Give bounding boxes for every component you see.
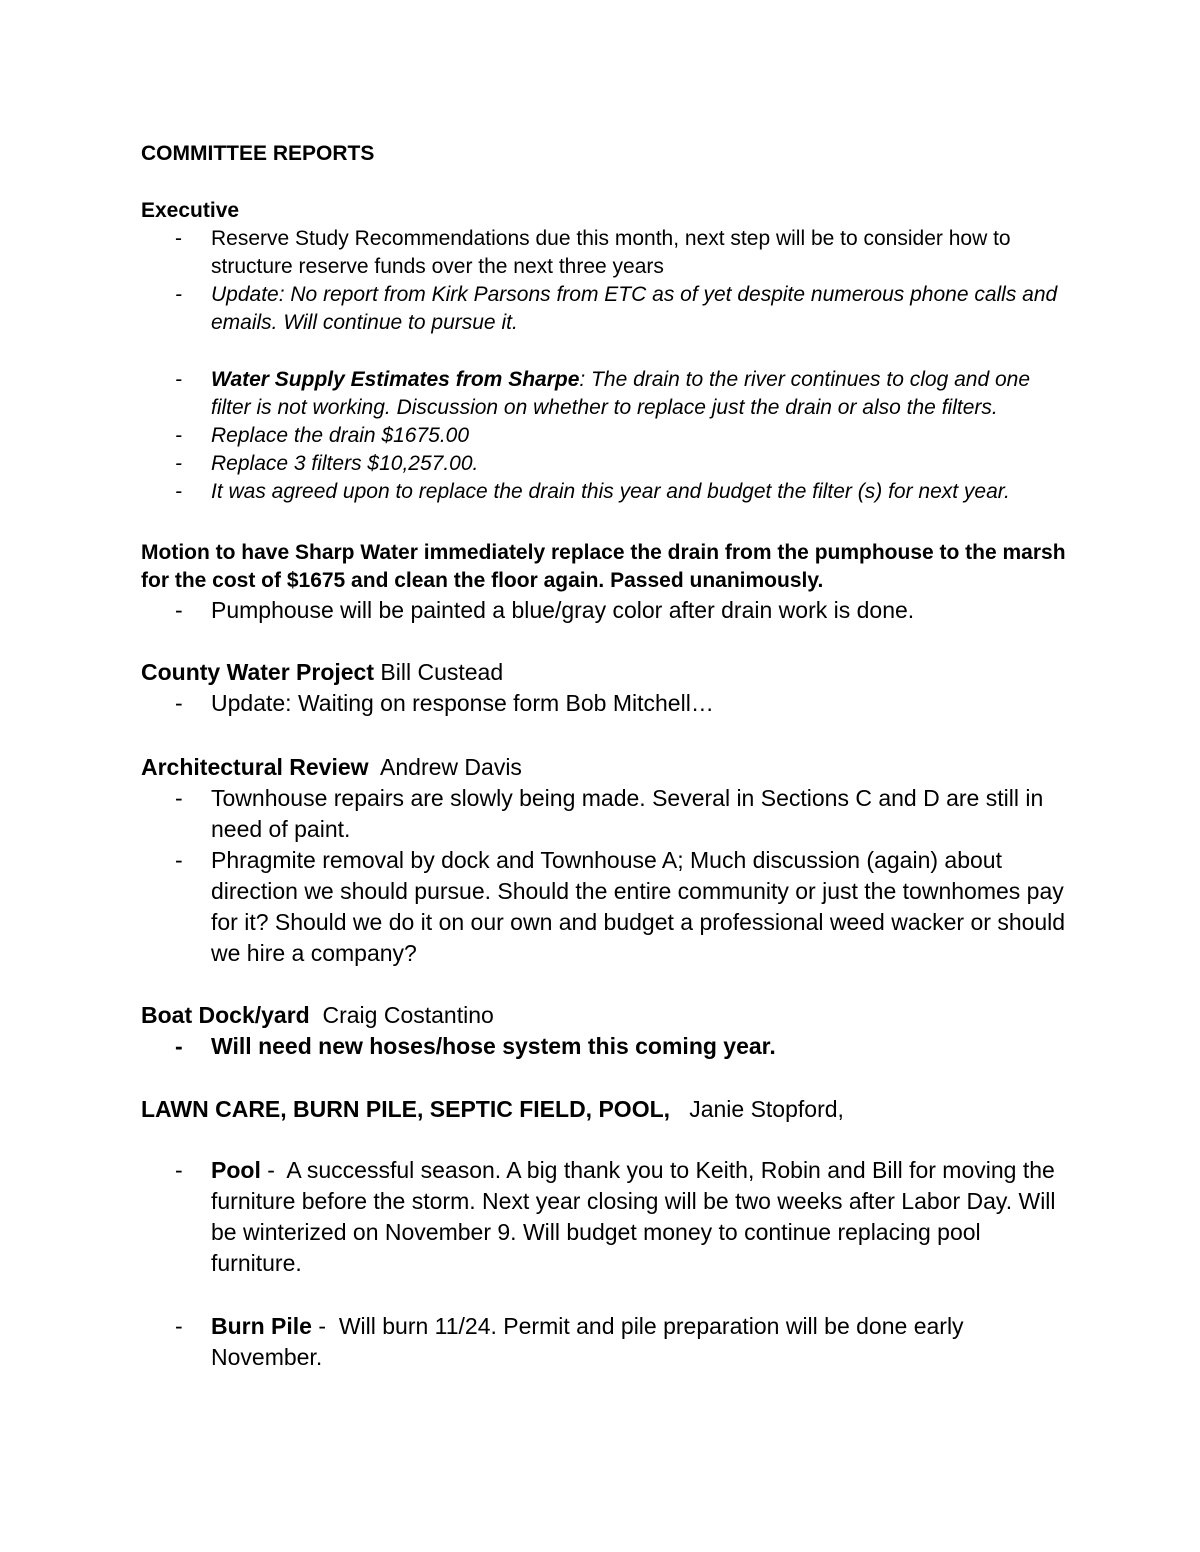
- dash-bullet: -: [175, 452, 182, 475]
- item-text: Update: No report from Kirk Parsons from ETC as of yet despite numerous phone calls and emails. Will continue to pursue it.: [211, 283, 1058, 334]
- list-item: [141, 225, 1071, 281]
- pool-text: A successful season. A big thank you to Keith, Robin and Bill for moving the furniture before the storm. Next year closing will be two weeks after Labor Day. Will be winterized on November 9. Will budget money to continue replacing pool furniture.: [211, 1157, 1056, 1276]
- pool-list: [141, 1155, 1071, 1279]
- list-item: [141, 422, 1071, 450]
- page-title: COMMITTEE REPORTS: [141, 142, 375, 165]
- list-item: [141, 366, 1071, 422]
- list-item: [141, 1311, 1071, 1373]
- pool-label: Pool: [211, 1157, 261, 1183]
- dash-bullet: -: [175, 785, 183, 811]
- item-text: Will need new hoses/hose system this coming year.: [211, 1033, 776, 1059]
- burn-sep: -: [311, 1313, 339, 1339]
- item-text: Reserve Study Recommendations due this month, next step will be to consider how to structure reserve funds over the next three years: [211, 227, 1011, 278]
- burn-section: [141, 1311, 1071, 1373]
- dash-bullet: -: [175, 1157, 183, 1183]
- county-header: [141, 657, 1071, 688]
- dash-bullet: -: [175, 283, 182, 306]
- burn-list: [141, 1311, 1071, 1373]
- lawn-header: [141, 1094, 1071, 1125]
- boat-section: [141, 1000, 1071, 1062]
- architectural-title: Architectural Review: [141, 754, 369, 780]
- list-item: [141, 688, 1071, 719]
- dash-bullet: -: [175, 227, 182, 250]
- water-lead: Water Supply Estimates from Sharpe: [211, 368, 580, 391]
- item-text: Update: Waiting on response form Bob Mitchell…: [211, 690, 714, 716]
- county-title: County Water Project: [141, 659, 375, 685]
- architectural-section: [141, 752, 1071, 969]
- list-item: [141, 595, 1071, 626]
- boat-list: [141, 1031, 1071, 1062]
- item-text: It was agreed upon to replace the drain this year and budget the filter (s) for next year.: [211, 480, 1010, 503]
- burn-label: Burn Pile: [211, 1313, 312, 1339]
- item-text: Replace the drain $1675.00: [211, 424, 470, 447]
- architectural-header: [141, 752, 1071, 783]
- list-item: [141, 1155, 1071, 1279]
- burn-text: Will burn 11/24. Permit and pile preparation will be done early November.: [211, 1313, 964, 1370]
- dash-bullet: -: [175, 1313, 183, 1339]
- dash-bullet: -: [175, 480, 182, 503]
- item-text: Phragmite removal by dock and Townhouse A; Much discussion (again) about direction we should pursue. Should the entire community or just the townhomes pay for it? Should we do it on our own and budget a professional weed wacker or should we hire a company?: [211, 847, 1066, 966]
- dash-bullet: -: [175, 690, 183, 716]
- pool-sep: -: [260, 1157, 287, 1183]
- item-text: Townhouse repairs are slowly being made. Several in Sections C and D are still in need of paint.: [211, 785, 1044, 842]
- dash-bullet: -: [175, 597, 183, 623]
- county-person: Bill Custead: [380, 659, 504, 685]
- dash-bullet: -: [175, 1033, 183, 1059]
- architectural-list: [141, 783, 1071, 969]
- dash-bullet: -: [175, 847, 183, 873]
- list-item: [141, 281, 1071, 337]
- motion-section: [141, 539, 1071, 626]
- list-item: [141, 450, 1071, 478]
- motion-text: Motion to have Sharp Water immediately replace the drain from the pumphouse to the marsh for the cost of $1675 and clean the floor again. Passed unanimously.: [141, 541, 1066, 592]
- pool-section: [141, 1155, 1071, 1279]
- list-item: [141, 845, 1071, 969]
- dash-bullet: -: [175, 424, 182, 447]
- county-section: [141, 657, 1071, 719]
- water-text: : The drain to the river continues to clog and one filter is not working. Discussion on whether to replace just the drain or also the filters.: [211, 368, 1030, 419]
- lawn-section: [141, 1094, 1071, 1125]
- spacer: [141, 337, 1071, 366]
- boat-header: [141, 1000, 1071, 1031]
- executive-title: Executive: [141, 199, 240, 222]
- item-text: Replace 3 filters $10,257.00.: [211, 452, 479, 475]
- list-item: [141, 1031, 1071, 1062]
- dash-bullet: -: [175, 368, 182, 391]
- county-list: [141, 688, 1071, 719]
- lawn-person: Janie Stopford,: [689, 1096, 844, 1122]
- executive-list: [141, 225, 1071, 506]
- boat-person: Craig Costantino: [322, 1002, 494, 1028]
- list-item: [141, 478, 1071, 506]
- boat-title: Boat Dock/yard: [141, 1002, 310, 1028]
- lawn-title: LAWN CARE, BURN PILE, SEPTIC FIELD, POOL,: [141, 1096, 671, 1122]
- executive-section: [141, 197, 1071, 506]
- motion-list: [141, 595, 1071, 626]
- architectural-person: Andrew Davis: [380, 754, 522, 780]
- list-item: [141, 783, 1071, 845]
- item-text: Pumphouse will be painted a blue/gray color after drain work is done.: [211, 597, 915, 623]
